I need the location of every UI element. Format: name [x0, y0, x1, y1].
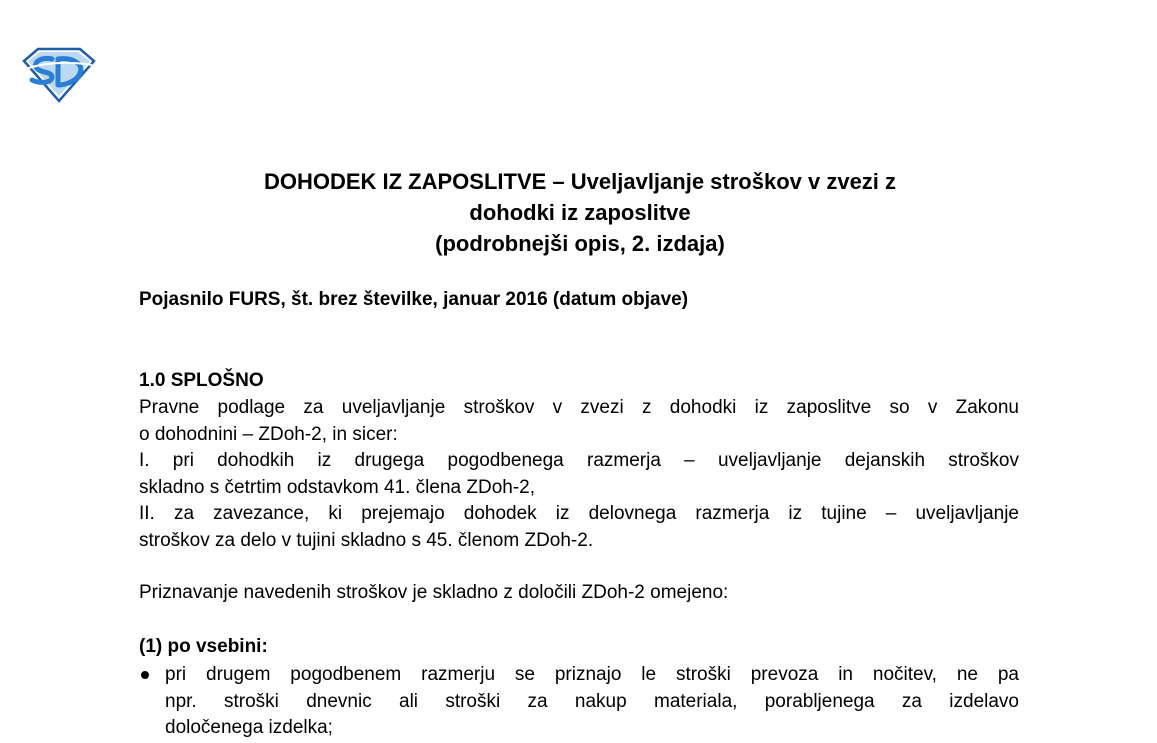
paragraph-line: Pravne podlage za uveljavljanje stroškov v zvezi z dohodki iz zaposlitve so v Zakonu [139, 397, 1019, 418]
document-subtitle: Pojasnilo FURS, št. brez številke, januar 2016 (datum objave) [139, 289, 689, 310]
section-heading: 1.0 SPLOŠNO [139, 370, 264, 391]
paragraph-line: I. pri dohodkih iz drugega pogodbenega razmerja – uveljavljanje dejanskih stroškov [139, 450, 1019, 471]
paragraph-line: stroškov za delo v tujini skladno s 45. členom ZDoh-2. [139, 529, 594, 551]
paragraph-line: o dohodnini – ZDoh-2, in sicer: [139, 423, 398, 445]
paragraph-legal-basis [139, 395, 1019, 554]
logo [22, 47, 96, 103]
paragraph-line: skladno s četrtim odstavkom 41. člena ZDoh-2, [139, 476, 536, 498]
paragraph-line: II. za zavezance, ki prejemajo dohodek iz delovnega razmerja iz tujine – uveljavljanje [139, 503, 1019, 524]
bullet-line: določenega izdelka; [165, 717, 333, 738]
document-title [130, 166, 1030, 259]
bullet-line: pri drugem pogodbenem razmerju se priznajo le stroški prevoza in nočitev, ne pa [165, 664, 1019, 685]
bullet-list [139, 662, 1019, 742]
sd-logo-icon [22, 47, 96, 103]
title-line-1: DOHODEK IZ ZAPOSLITVE – Uveljavljanje stroškov v zvezi z [263, 169, 897, 194]
paragraph-line: Priznavanje navedenih stroškov je skladno z določili ZDoh-2 omejeno: [139, 582, 729, 603]
title-line-2: dohodki iz zaposlitve [469, 200, 691, 225]
title-line-3: (podrobnejši opis, 2. izdaja) [435, 231, 725, 256]
paragraph-limitations [139, 580, 1019, 607]
list-item [139, 662, 1019, 742]
sub-heading: (1) po vsebini: [139, 636, 268, 657]
bullet-icon [141, 671, 149, 679]
bullet-line: npr. stroški dnevnic ali stroški za nakup materiala, porabljenega za izdelavo [165, 690, 1019, 712]
